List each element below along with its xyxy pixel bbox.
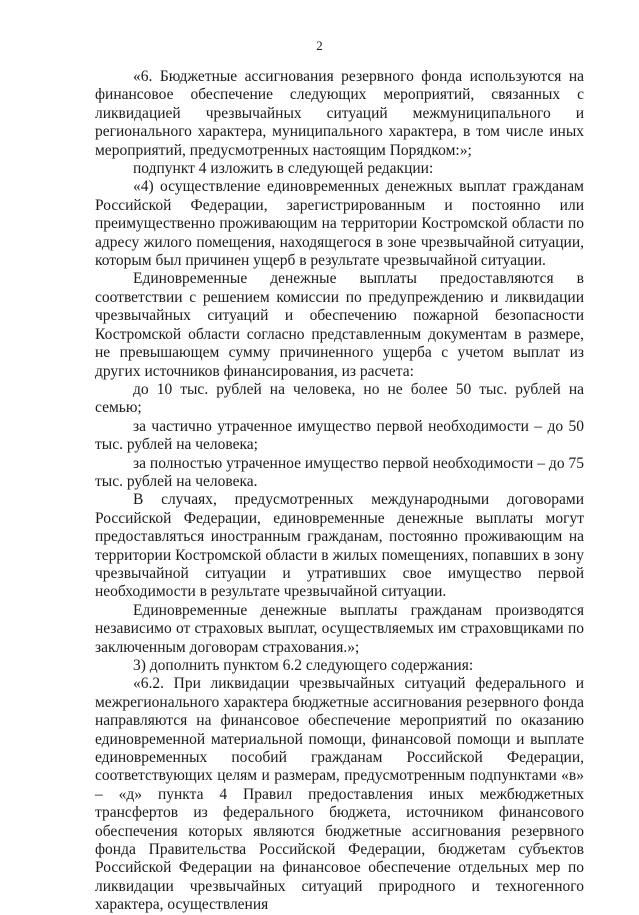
- paragraph-8: В случаях, предусмотренных международными договорами Российской Федерации, единовременные денежные выплаты могут предоставляться иностранным гражданам, постоянно проживающим на территории Костромской области в жилых помещениях, попавших в зону чрезвычайной ситуации и утративших свое имущество первой необходимости в результате чрезвычайной ситуации.: [95, 491, 584, 601]
- paragraph-6: за частично утраченное имущество первой необходимости – до 50 тыс. рублей на человека;: [95, 417, 584, 454]
- page-number: 2: [316, 38, 323, 53]
- paragraph-4: Единовременные денежные выплаты предоставляются в соответствии с решением комиссии по предупреждению и ликвидации чрезвычайных ситуаций и обеспечению пожарной безопасности Костромской области согласно представленным документам в размере, не превышающем сумму причиненного ущерба с учетом выплат из других источников финансирования, из расчета:: [95, 270, 584, 380]
- paragraph-7: за полностью утраченное имущество первой необходимости – до 75 тыс. рублей на человека.: [95, 454, 584, 490]
- document-body: [95, 68, 584, 915]
- paragraph-10: 3) дополнить пунктом 6.2 следующего содержания:: [133, 657, 474, 674]
- paragraph-9: Единовременные денежные выплаты гражданам производятся независимо от страховых выплат, осуществляемых им страховщиками по заключенным договорам страхования.»;: [95, 601, 584, 656]
- paragraph-3: «4) осуществление единовременных денежных выплат гражданам Российской Федерации, зарегистрированным и постоянно или преимущественно проживающим на территории Костромской области по адресу жилого помещения, находящегося в зоне чрезвычайной ситуации, которым был причинен ущерб в результате чрезвычайной ситуации.: [95, 178, 584, 270]
- paragraph-2: подпункт 4 изложить в следующей редакции:: [133, 160, 434, 178]
- paragraph-1: «6. Бюджетные ассигнования резервного фонда используются на финансовое обеспечение следующих мероприятий, связанных с ликвидацией чрезвычайных ситуаций межмуниципального и регионального характера, муниципального характера, в том числе иных мероприятий, предусмотренных настоящим Порядком:»;: [95, 68, 584, 159]
- paragraph-5: до 10 тыс. рублей на человека, но не более 50 тыс. рублей на семью;: [95, 380, 584, 417]
- paragraph-11: «6.2. При ликвидации чрезвычайных ситуаций федерального и межрегионального характера бюджетные ассигнования резервного фонда направляются на финансовое обеспечение мероприятий по оказанию единовременной материальной помощи, финансовой помощи и выплате единовременных пособий гражданам Российской Федерации, соответствующих целям и размерам, предусмотренным подпунктами «в» – «д» пункта 4 Правил предоставления иных межбюджетных трансфертов из федерального бюджета, источником финансового обеспечения которых являются бюджетные ассигнования резервного фонда Правительства Российской Федерации, бюджетам субъектов Российской Федерации на финансовое обеспечение отдельных мер по ликвидации чрезвычайных ситуаций природного и техногенного характера, осуществления: [95, 675, 584, 914]
